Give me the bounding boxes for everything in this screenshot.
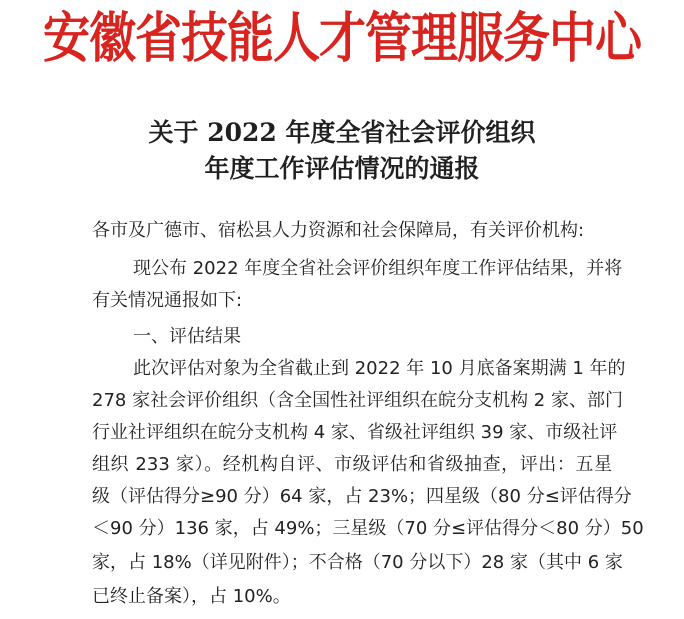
paragraph-line-7: 家，占 18%（详见附件）；不合格（70 分以下）28 家（其中 6 家 — [92, 552, 623, 573]
letterhead-title: 安徽省技能人才管理服务中心 — [43, 7, 641, 71]
document-title-line-2: 年度工作评估情况的通报 — [204, 154, 480, 183]
paragraph-line-3: 行业社评组织在皖分支机构 4 家、省级社评组织 39 家、市级社评 — [92, 422, 618, 443]
intro-line-1: 现公布 2022 年度全省社会评价组织年度工作评估结果，并将 — [133, 258, 623, 279]
paragraph-line-6: ＜90 分）136 家，占 49%；三星级（70 分≤评估得分＜80 分）50 — [92, 518, 644, 539]
addressee-line: 各市及广德市、宿松县人力资源和社会保障局，有关评价机构: — [92, 220, 585, 241]
paragraph-line-5: 级（评估得分≥90 分）64 家，占 23%；四星级（80 分≤评估得分 — [92, 486, 632, 507]
paragraph-line-8: 已终止备案），占 10%。 — [92, 586, 291, 607]
paragraph-line-4: 组织 233 家）。经机构自评、市级评估和省级抽查，评出：五星 — [92, 454, 612, 475]
intro-line-2: 有关情况通报如下: — [92, 290, 243, 311]
document-title-line-1: 关于 2022 年度全省社会评价组织 — [148, 118, 536, 147]
paragraph-line-2: 278 家社会评价组织（含全国性社评组织在皖分支机构 2 家、部门 — [92, 390, 623, 411]
paragraph-line-1: 此次评估对象为全省截止到 2022 年 10 月底备案期满 1 年的 — [133, 358, 626, 379]
section-heading: 一、评估结果 — [133, 326, 241, 347]
